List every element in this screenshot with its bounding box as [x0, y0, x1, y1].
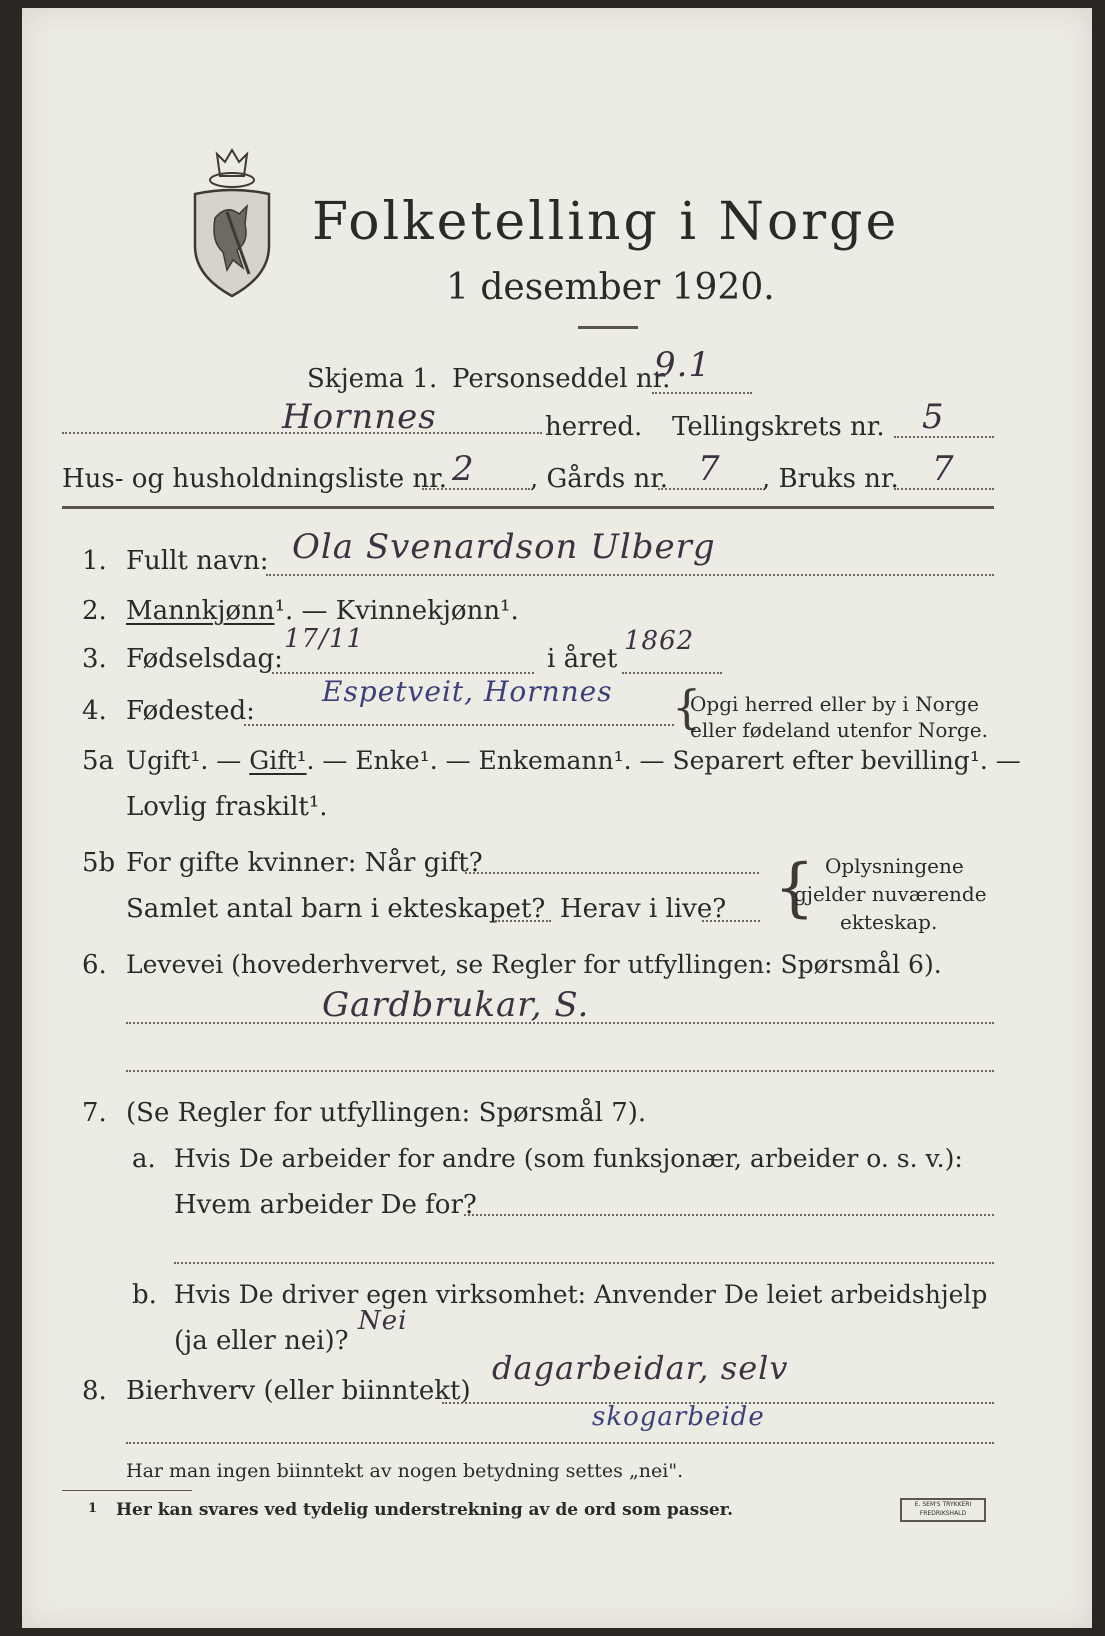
footnote-number: 1: [88, 1501, 98, 1516]
male-option[interactable]: Mannkjønn: [126, 596, 275, 626]
birthplace-value[interactable]: Espetveit, Hornnes: [322, 675, 613, 708]
married-when-label: For gifte kvinner: Når gift?: [126, 848, 483, 878]
header-divider: [62, 506, 994, 509]
hired-help-value[interactable]: Nei: [358, 1306, 408, 1336]
q7a-letter: a.: [132, 1144, 156, 1174]
census-form: [22, 8, 1092, 1628]
children-total-label: Samlet antal barn i ekteskapet?: [126, 894, 546, 924]
marriage-note-3: ekteskap.: [840, 910, 938, 934]
form-title: Folketelling i Norge: [312, 192, 900, 252]
q1-number: 1.: [82, 546, 107, 576]
side-occupation-value-1[interactable]: dagarbeidar, selv: [492, 1349, 789, 1387]
coat-of-arms-icon: [187, 146, 277, 306]
employer-field-2[interactable]: [174, 1262, 994, 1264]
q7b-line2: (ja eller nei)?: [174, 1326, 349, 1356]
form-date: 1 desember 1920.: [446, 267, 775, 308]
employer-field[interactable]: [464, 1214, 994, 1216]
children-total-field[interactable]: [495, 920, 551, 922]
gards-label: , Gårds nr.: [530, 464, 669, 494]
personseddel-value[interactable]: 9.1: [654, 345, 712, 385]
q4-label: Fødested:: [126, 696, 255, 726]
q5a-number: 5a: [82, 746, 115, 776]
q1-label: Fullt navn:: [126, 546, 269, 576]
q7a-line1: Hvis De arbeider for andre (som funksjonær, arbeider o. s. v.):: [174, 1144, 963, 1173]
q6-label: Levevei (hovederhvervet, se Regler for utfyllingen: Spørsmål 6).: [126, 950, 942, 979]
unmarried-option[interactable]: Ugift¹. —: [126, 746, 250, 775]
q3-label: Fødselsdag:: [126, 644, 283, 674]
tellingskrets-value[interactable]: 5: [922, 397, 945, 437]
married-option[interactable]: Gift¹: [249, 746, 307, 775]
printer-stamp: E. SEM'S TRYKKERI FREDRIKSHALD: [900, 1498, 986, 1522]
year-label: i året: [547, 644, 618, 674]
bruks-label: , Bruks nr.: [762, 464, 899, 494]
tellingskrets-label: Tellingskrets nr.: [672, 412, 885, 442]
birth-year-value[interactable]: 1862: [624, 626, 695, 656]
q2-number: 2.: [82, 596, 107, 626]
married-when-field[interactable]: [465, 872, 759, 874]
side-occupation-value-2[interactable]: skogarbeide: [592, 1402, 765, 1432]
other-civil-options[interactable]: . — Enke¹. — Enkemann¹. — Separert efter bevilling¹. —: [306, 746, 1021, 775]
brace-icon: {: [672, 680, 702, 734]
q7b-line1: Hvis De driver egen virksomhet: Anvender De leiet arbeidshjelp: [174, 1280, 988, 1309]
occupation-line-2[interactable]: [126, 1070, 994, 1072]
footnote-text: Her kan svares ved tydelig understrekning av de ord som passer.: [116, 1500, 734, 1520]
q7a-line2: Hvem arbeider De for?: [174, 1190, 477, 1220]
herred-label: herred.: [545, 412, 643, 442]
occupation-value[interactable]: Gardbrukar, S.: [322, 985, 590, 1025]
children-alive-field[interactable]: [702, 920, 760, 922]
q6-number: 6.: [82, 950, 107, 980]
brace-icon-2: {: [774, 851, 815, 925]
q8-number: 8.: [82, 1376, 107, 1406]
no-income-note: Har man ingen biinntekt av nogen betydning settes „nei".: [126, 1460, 684, 1482]
schema-label: Skjema 1.: [307, 364, 438, 394]
q7-number: 7.: [82, 1098, 107, 1128]
full-name-value[interactable]: Ola Svenardson Ulberg: [292, 527, 716, 567]
hus-value[interactable]: 2: [452, 449, 475, 489]
gards-value[interactable]: 7: [698, 449, 721, 489]
children-alive-label: Herav i live?: [560, 894, 727, 924]
birthplace-note-2: eller fødeland utenfor Norge.: [690, 718, 988, 742]
marriage-note-1: Oplysningene: [825, 854, 964, 878]
q5b-number: 5b: [82, 848, 116, 878]
footnote-divider: [62, 1490, 192, 1491]
q4-number: 4.: [82, 696, 107, 726]
birth-day-value[interactable]: 17/11: [284, 624, 364, 654]
marriage-note-2: gjelder nuværende: [794, 882, 987, 906]
divorced-option[interactable]: Lovlig fraskilt¹.: [126, 792, 328, 822]
bruks-value[interactable]: 7: [932, 449, 955, 489]
q7b-letter: b.: [132, 1280, 157, 1310]
personseddel-label: Personseddel nr.: [452, 364, 671, 394]
female-option[interactable]: Kvinnekjønn¹.: [335, 596, 519, 626]
birthplace-note-1: Opgi herred eller by i Norge: [690, 692, 979, 716]
q8-label: Bierhverv (eller biinntekt): [126, 1376, 471, 1406]
herred-value[interactable]: Hornnes: [282, 397, 437, 437]
gender-separator: ¹. —: [274, 596, 336, 626]
hus-label: Hus- og husholdningsliste nr.: [62, 464, 448, 494]
title-divider: [578, 326, 638, 329]
q7-label: (Se Regler for utfyllingen: Spørsmål 7).: [126, 1098, 647, 1128]
q3-number: 3.: [82, 644, 107, 674]
